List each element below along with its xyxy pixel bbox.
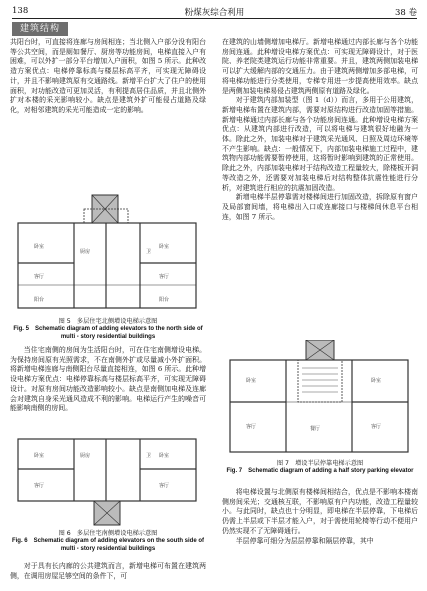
right-paragraph-4: 将电梯设置与北侧原有楼梯间相结合，优点是不影响本楼南侧房间采光；交通核互联，不影响原有户内功能，改造工程量较小。与此同时，缺点也十分明显，即电梯在半层停靠，下电梯后仍需上半层或下半层才能入户，对于需使用轮椅等行动不便用户仍然实现不了无障碍通行。: [222, 488, 418, 535]
right-paragraph-3: 新增电梯半层停靠需对楼梯间进行加固改造，拆除原有窗户及局部窗间墙，将电梯出入口或连廊接口与楼梯间休息平台相连，如图 7 所示。: [222, 193, 418, 221]
figure-7-caption-en: Fig. 7 Schematic diagram of adding a half story parking elevator: [226, 468, 414, 474]
right-paragraph-2: 对于建筑内部加装型（图 1（d））而言，多用于公用建筑，新增电梯布置在建筑内部，需要对原结构进行改造加固等措施。新增电梯通过内部长廊与各个功能房间连通。此种增设电梯方案优点：从建筑内部进行改造，可以将电梯与建筑很好地融为一体。除此之外，加装电梯对于建筑采光通风、日照及周边环境等不产生影响。缺点：一般情况下，内部加装电梯施工过程中，建筑物内部功能需要暂停使用，这将暂时影响到建筑的正常使用。除此之外，内部加装电梯对于结构改造工程量较大，除楼板开洞等改造之外，还需要对加装电梯后对结构整体抗震性能进行分析，对建筑进行相应的抗震加固改造。: [222, 96, 418, 192]
right-column-bottom: [222, 488, 418, 546]
volume-number: 38 卷: [394, 8, 417, 18]
plan-label-kitchen: 厨房: [80, 453, 91, 459]
figure-5-caption-cn: 图 5 多层住宅北侧增设电梯示意图: [58, 318, 158, 325]
right-paragraph-5: 半层停靠可细分为层层停靠和隔层停靠，其中: [235, 536, 374, 545]
left-column-top: [10, 38, 206, 116]
right-paragraph-1: 在建筑的山墙侧增加电梯厅。新增电梯通过内部长廊与各个功能房间连通。此种增设电梯方案优点：可实现无障碍设计，对于医院、养老院类建筑运行功能非常重要。并且，建筑两侧加装电梯可以扩大缓解内部的交通压力。由于建筑两侧增加多部电梯，可将电梯功能进行分类使用，专梯专用进一步提高使用效率。缺点是两侧加装电梯易侵占建筑两侧原有道路及绿化。: [222, 38, 418, 95]
plan-label-living: 客厅: [246, 424, 257, 430]
plan-label-bath: 卫: [146, 453, 152, 459]
plan-label-bedroom: 卧室: [246, 378, 257, 384]
plan-label-bath: 卫: [146, 249, 152, 255]
page-number: 138: [12, 6, 29, 16]
left-paragraph-3: 对于具有长内廊的公共建筑而言，新增电梯可布置在建筑两侧，在调用房屋足够空间的条件下，可: [10, 562, 206, 580]
plan-label-kitchen: 厨房: [80, 249, 91, 255]
figure-7-caption: [222, 460, 418, 476]
figure-6-floor-plan: [14, 435, 202, 527]
plan-label-living: 客厅: [34, 274, 45, 280]
figure-5-floor-plan: [14, 193, 202, 313]
left-paragraph-1: 共阳台时，可直接将连廊与房间相连；当北侧入户部分没有阳台等公共空间，而是厕如餐厅、厨房等功能房间，电梯直接入户有困难，可以外扩一部分平台增加入户面积，如图 5 所示。此种改造方案优点：电梯停靠标高与楼层标高平齐，可实现无障碍设计，并且不影响建筑原有交通路线。新增平台扩大了住户的使用面积，对功能改造可更加灵活，有利提高居住品质，并且北侧外扩对本楼的采光影响较小。缺点是建筑外扩可能侵占道路及绿化，对相邻建筑的采光可能造成一定的影响。: [10, 38, 206, 114]
figure-7-caption-cn: 图 7 增设半层停靠电梯示意图: [276, 460, 364, 467]
plan-label-balcony: 阳台: [159, 297, 170, 303]
plan-label-bedroom: 卧室: [34, 244, 45, 250]
page-header: [12, 4, 417, 19]
figure-5-caption-en: Fig. 5 Schematic diagram of adding elevators to the north side of multi - story residential buildings: [13, 326, 203, 340]
plan-label-bedroom: 卧室: [159, 244, 170, 250]
plan-label-living: 客厅: [159, 483, 170, 489]
plan-label-living: 客厅: [371, 424, 382, 430]
plan-label-balcony: 阳台: [34, 297, 45, 303]
figure-6-caption-en: Fig. 6 Schematic diagram of adding elevators on the south side of multi - story residential buildings: [11, 538, 205, 552]
figure-6-caption-cn: 图 6 多层住宅南侧增设电梯示意图: [58, 530, 158, 537]
figure-7-floor-plan: [226, 340, 414, 455]
plan-label-bedroom: 卧室: [34, 453, 45, 459]
plan-label-bedroom: 卧室: [159, 453, 170, 459]
plan-label-bedroom: 卧室: [371, 378, 382, 384]
plan-label-living: 客厅: [159, 274, 170, 280]
left-paragraph-2: 当住宅南侧的房间为生活阳台时，可在住宅南侧增设电梯。为保持房间原有光照需求，不在南侧外扩或尽量减小外扩面积。将新增电梯连廊与南侧阳台尽量直接相连，如图 6 所示。此种增设电梯方案优点：电梯停靠标高与楼层标高平齐，可实现无障碍设计。对原有房间功能改造影响较小。缺点是南侧加电梯及连廊会对建筑自身采光通风造成不利的影响。电梯运行产生的噪音可能影响南侧的房间。: [10, 346, 206, 413]
plan-label-living: 客厅: [34, 483, 45, 489]
journal-title: 粉煤灰综合利用: [184, 8, 245, 18]
figure-6-caption: [10, 530, 206, 553]
left-column-bottom: [10, 562, 206, 581]
figure-5-caption: [10, 318, 206, 341]
left-column-middle: [10, 346, 206, 414]
section-tag: 建筑结构: [12, 22, 68, 36]
right-column-top: [222, 38, 418, 222]
plan-label-dining: 餐厅: [310, 426, 321, 432]
